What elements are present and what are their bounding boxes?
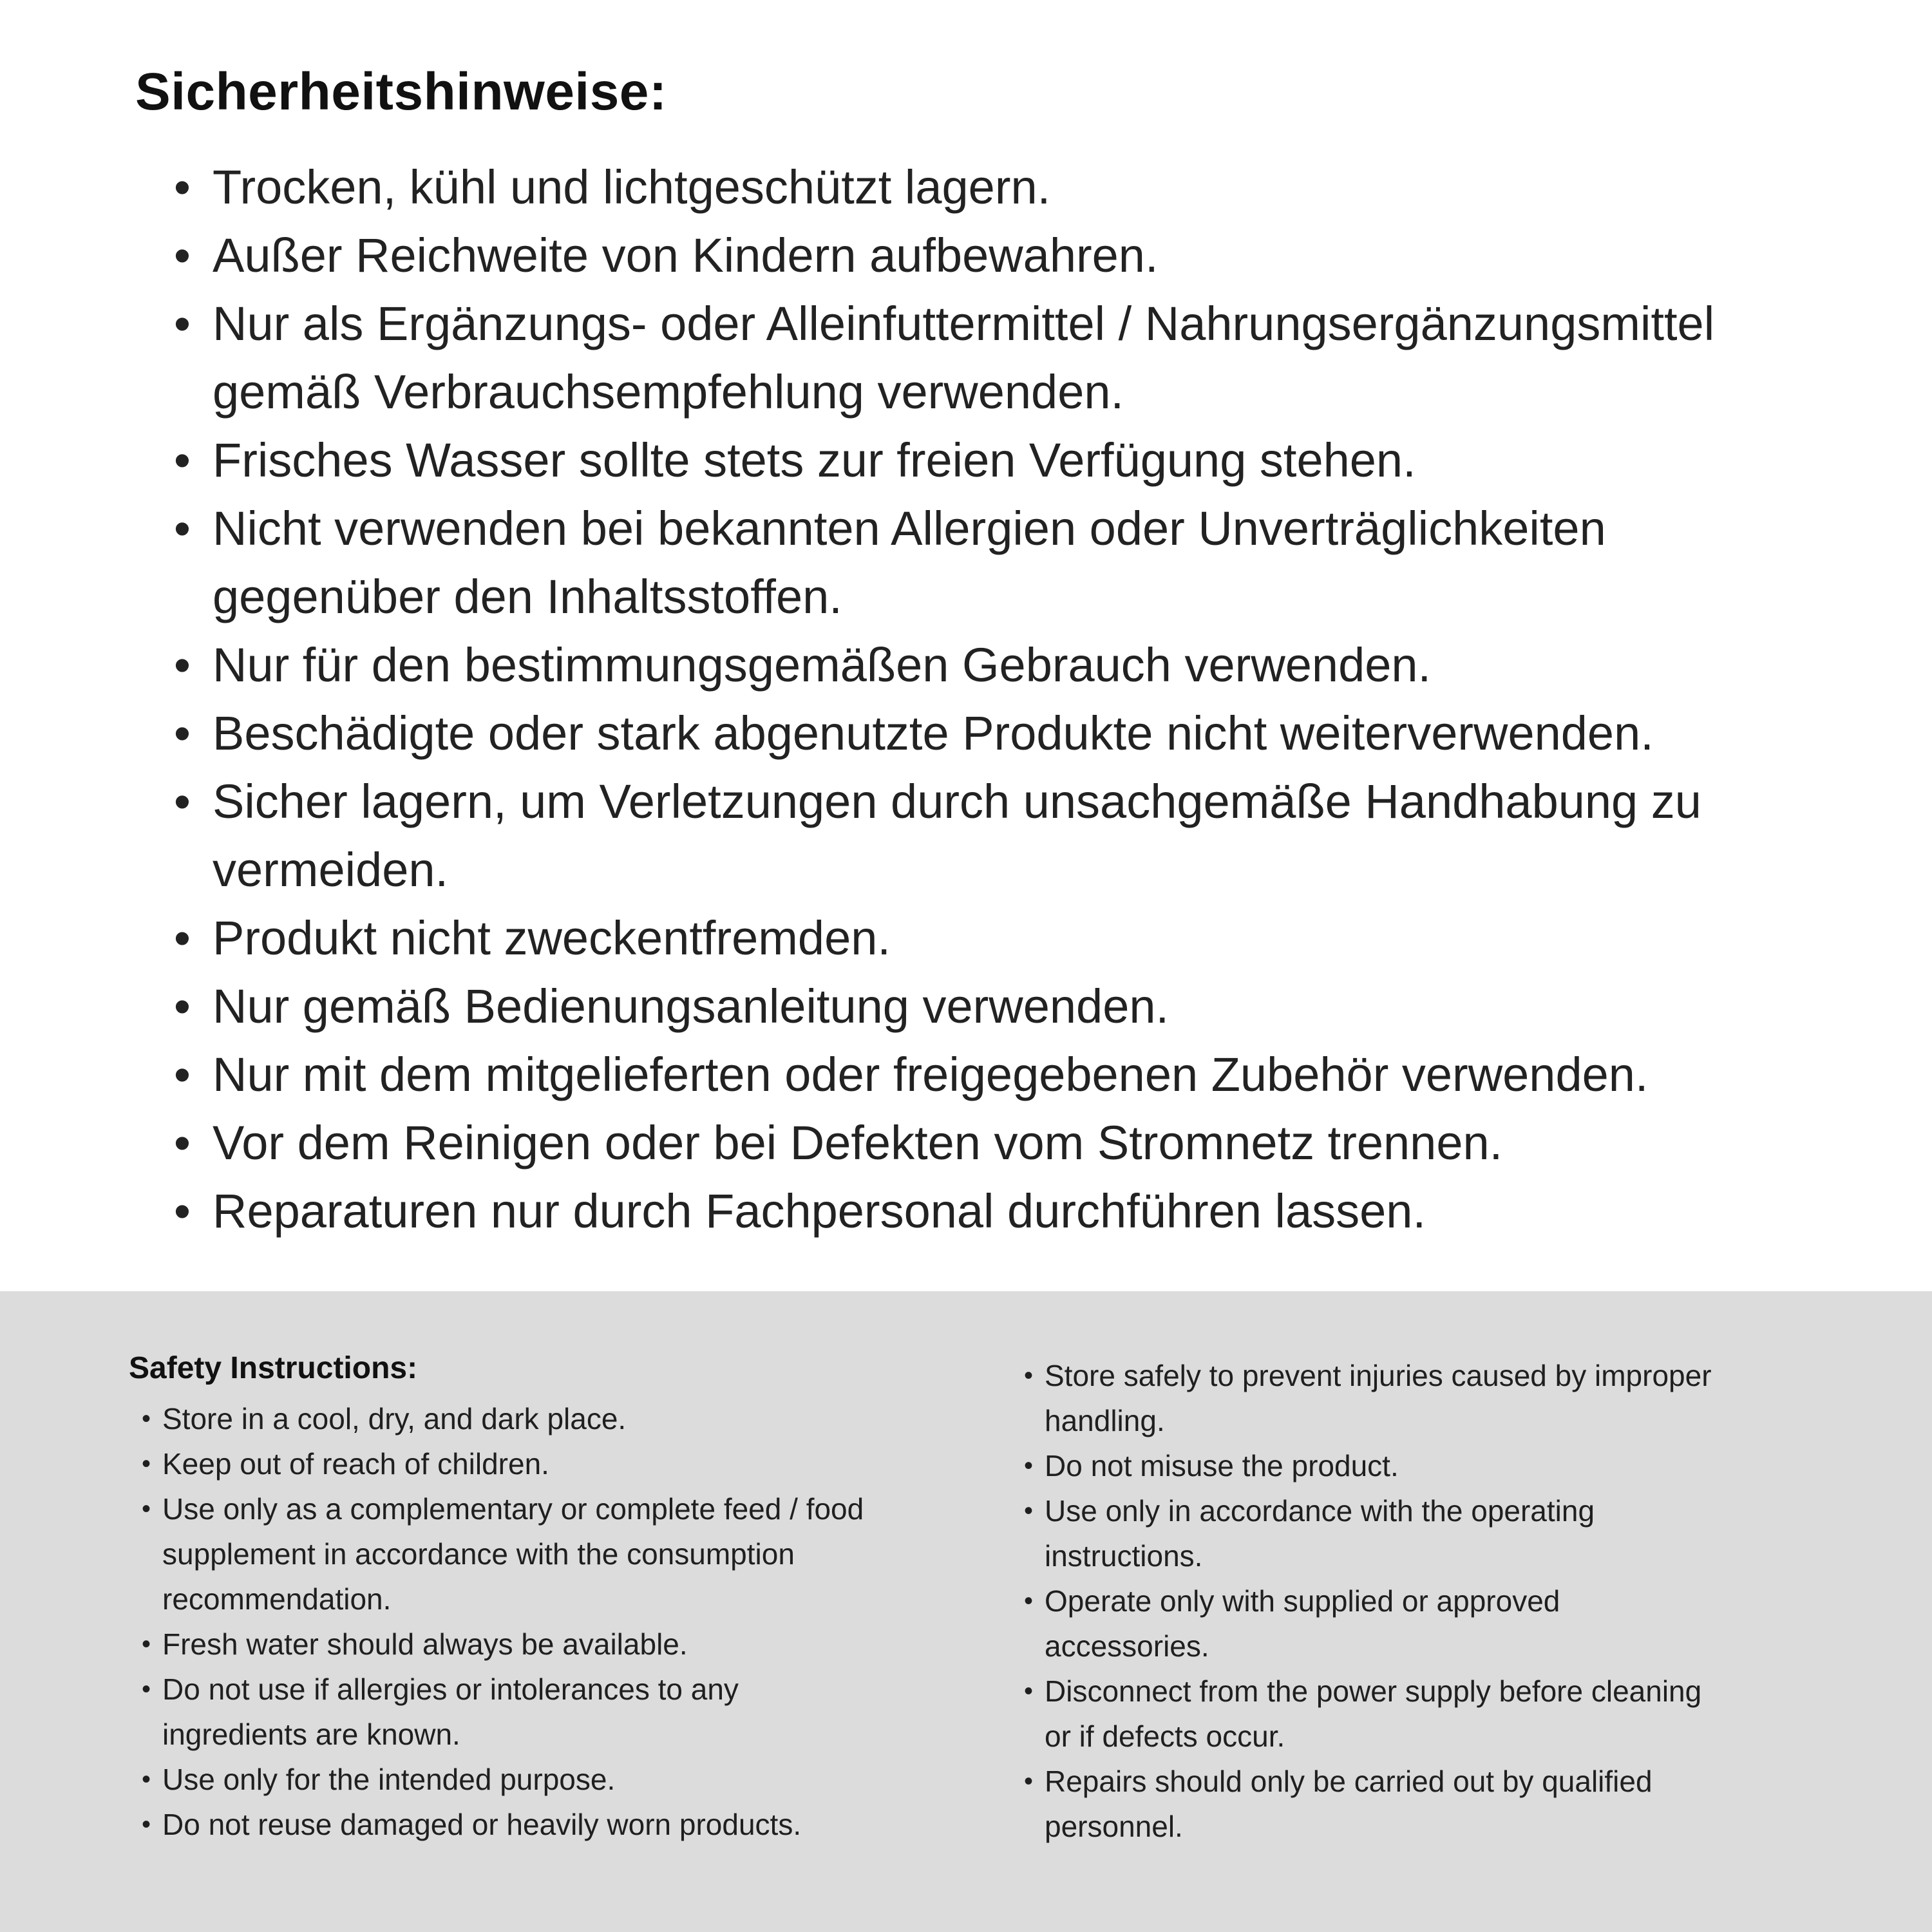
german-safety-item: • Nur gemäß Bedienungsanleitung verwenden. [171, 972, 1846, 1041]
english-safety-item: • Store in a cool, dry, and dark place. [138, 1396, 869, 1441]
german-safety-item: • Nur mit dem mitgelieferten oder freigegebenen Zubehör verwenden. [171, 1041, 1846, 1109]
english-safety-item: • Use only as a complementary or complete feed / food supplement in accordance with the consumption recommendation. [138, 1486, 869, 1622]
german-section-title: Sicherheitshinweise: [135, 62, 667, 121]
german-safety-list [171, 153, 1846, 1245]
german-safety-item: • Außer Reichweite von Kindern aufbewahren. [171, 222, 1846, 290]
english-right-column [1020, 1350, 1748, 1849]
german-safety-item: • Vor dem Reinigen oder bei Defekten vom Stromnetz trennen. [171, 1109, 1846, 1177]
english-safety-item: • Disconnect from the power supply before cleaning or if defects occur. [1020, 1669, 1728, 1759]
english-safety-item: • Keep out of reach of children. [138, 1441, 869, 1486]
german-safety-item: • Nur als Ergänzungs- oder Alleinfuttermittel / Nahrungsergänzungsmittel gemäß Verbrauchsempfehlung verwenden. [171, 290, 1846, 426]
german-safety-item: • Beschädigte oder stark abgenutzte Produkte nicht weiterverwenden. [171, 699, 1846, 768]
english-safety-item: • Do not misuse the product. [1020, 1443, 1728, 1488]
english-left-column [129, 1350, 869, 1847]
german-safety-item: • Nur für den bestimmungsgemäßen Gebrauch verwenden. [171, 631, 1846, 699]
german-safety-item: • Frisches Wasser sollte stets zur freien Verfügung stehen. [171, 426, 1846, 495]
english-section-title: Safety Instructions: [129, 1351, 418, 1385]
german-safety-item: • Sicher lagern, um Verletzungen durch unsachgemäße Handhabung zu vermeiden. [171, 768, 1846, 904]
german-safety-item: • Produkt nicht zweckentfremden. [171, 904, 1846, 972]
english-safety-item: • Operate only with supplied or approved accessories. [1020, 1578, 1728, 1669]
english-safety-list-left [138, 1396, 869, 1847]
english-safety-list-right [1020, 1353, 1728, 1849]
english-safety-item: • Use only for the intended purpose. [138, 1757, 869, 1802]
english-safety-item: • Do not reuse damaged or heavily worn products. [138, 1802, 869, 1847]
english-safety-item: • Use only in accordance with the operating instructions. [1020, 1488, 1728, 1578]
english-safety-item: • Repairs should only be carried out by qualified personnel. [1020, 1759, 1728, 1849]
german-safety-item: • Trocken, kühl und lichtgeschützt lagern. [171, 153, 1846, 222]
english-safety-item: • Store safely to prevent injuries caused by improper handling. [1020, 1353, 1728, 1443]
english-safety-section [0, 1291, 1932, 1932]
english-safety-item: • Do not use if allergies or intolerances to any ingredients are known. [138, 1667, 869, 1757]
german-safety-item: • Nicht verwenden bei bekannten Allergien oder Unverträglichkeiten gegenüber den Inhaltsstoffen. [171, 495, 1846, 631]
german-safety-item: • Reparaturen nur durch Fachpersonal durchführen lassen. [171, 1177, 1846, 1245]
english-safety-item: • Fresh water should always be available. [138, 1622, 869, 1667]
